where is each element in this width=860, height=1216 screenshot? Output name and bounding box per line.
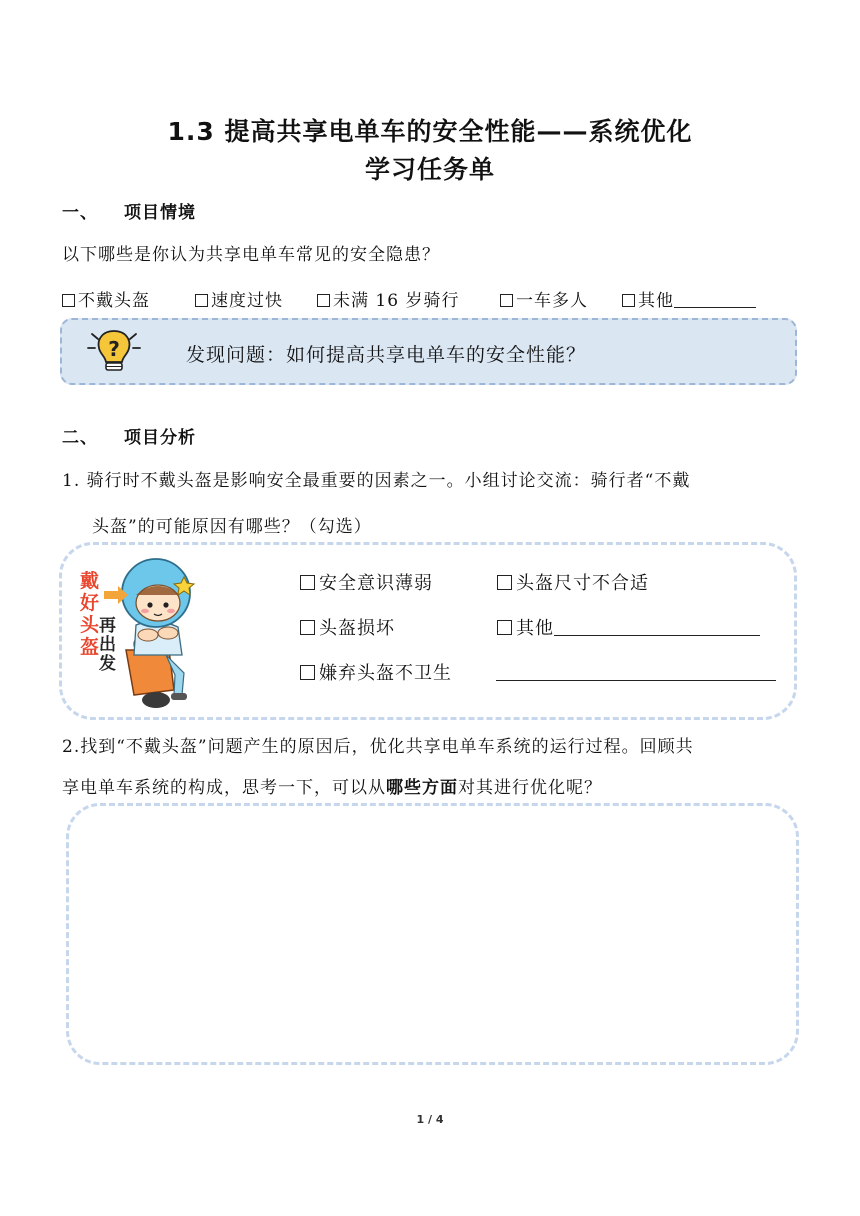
option-label: 头盔尺寸不合适 [516,573,649,594]
question-2-emphasis: 哪些方面 [386,778,458,798]
question-2-text-end: 对其进行优化呢？ [458,778,602,798]
option-label: 嫌弃头盔不卫生 [319,663,452,684]
question-1-line-1: 1. 骑行时不戴头盔是影响安全最重要的因素之一。小组讨论交流：骑行者“不戴 [62,471,691,491]
reason-option-5[interactable] [300,659,452,685]
section-heading-1 [62,198,196,223]
hazard-option-2[interactable] [195,286,283,311]
option-label: 一车多人 [516,291,588,311]
hazard-option-5[interactable] [622,286,756,311]
page-subtitle: 学习任务单 [364,155,495,184]
reason-option-4[interactable] [497,614,760,640]
fill-in-blank[interactable] [674,291,756,308]
checkbox[interactable] [62,294,75,307]
option-label: 头盔损坏 [319,618,395,639]
reason-option-3[interactable] [300,614,395,640]
question-1-line-2: 头盔”的可能原因有哪些？（勾选） [92,517,372,537]
checkbox[interactable] [300,575,315,590]
question-hazards: 以下哪些是你认为共享电单车常见的安全隐患？ [62,245,440,265]
section-number: 二、 [62,428,98,448]
illustration-text-right: 再出发 [99,616,116,674]
option-label: 安全意识薄弱 [319,573,433,594]
checkbox[interactable] [300,620,315,635]
illustration-text-left: 戴好头盔 [80,570,100,658]
q2-answer-box[interactable] [66,803,799,1065]
lightbulb-question-icon [84,326,144,376]
reason-option-2[interactable] [497,569,649,595]
checkbox[interactable] [497,575,512,590]
reason-option-1[interactable] [300,569,433,595]
question-2-line-1: 2.找到“不戴头盔”问题产生的原因后，优化共享电单车系统的运行过程。回顾共 [62,737,694,757]
section-number: 一、 [62,203,98,223]
option-label: 其他 [638,291,674,311]
option-label: 未满 16 岁骑行 [333,291,460,311]
section-heading-2 [62,423,196,448]
section-title: 项目分析 [124,428,196,448]
option-label: 不戴头盔 [78,291,150,311]
page-number: 1 / 4 [416,1113,444,1126]
page-title: 1.3 提高共享电单车的安全性能——系统优化 [167,117,693,146]
checkbox[interactable] [317,294,330,307]
problem-statement: 发现问题：如何提高共享电单车的安全性能？ [186,344,587,366]
checkbox[interactable] [622,294,635,307]
hazard-option-3[interactable] [317,286,459,311]
checkbox[interactable] [195,294,208,307]
checkbox[interactable] [500,294,513,307]
hazard-option-4[interactable] [500,286,588,311]
option-label: 其他 [516,618,554,639]
checkbox[interactable] [300,665,315,680]
checkbox[interactable] [497,620,512,635]
section-title: 项目情境 [124,203,196,223]
svg-text:?: ? [108,337,120,361]
fill-in-blank[interactable] [554,619,760,636]
fill-in-blank-extra[interactable] [496,680,776,681]
question-2-line-2 [62,773,602,798]
question-2-text: 享电单车系统的构成，思考一下，可以从 [62,778,386,798]
hazard-option-1[interactable] [62,286,150,311]
option-label: 速度过快 [211,291,283,311]
